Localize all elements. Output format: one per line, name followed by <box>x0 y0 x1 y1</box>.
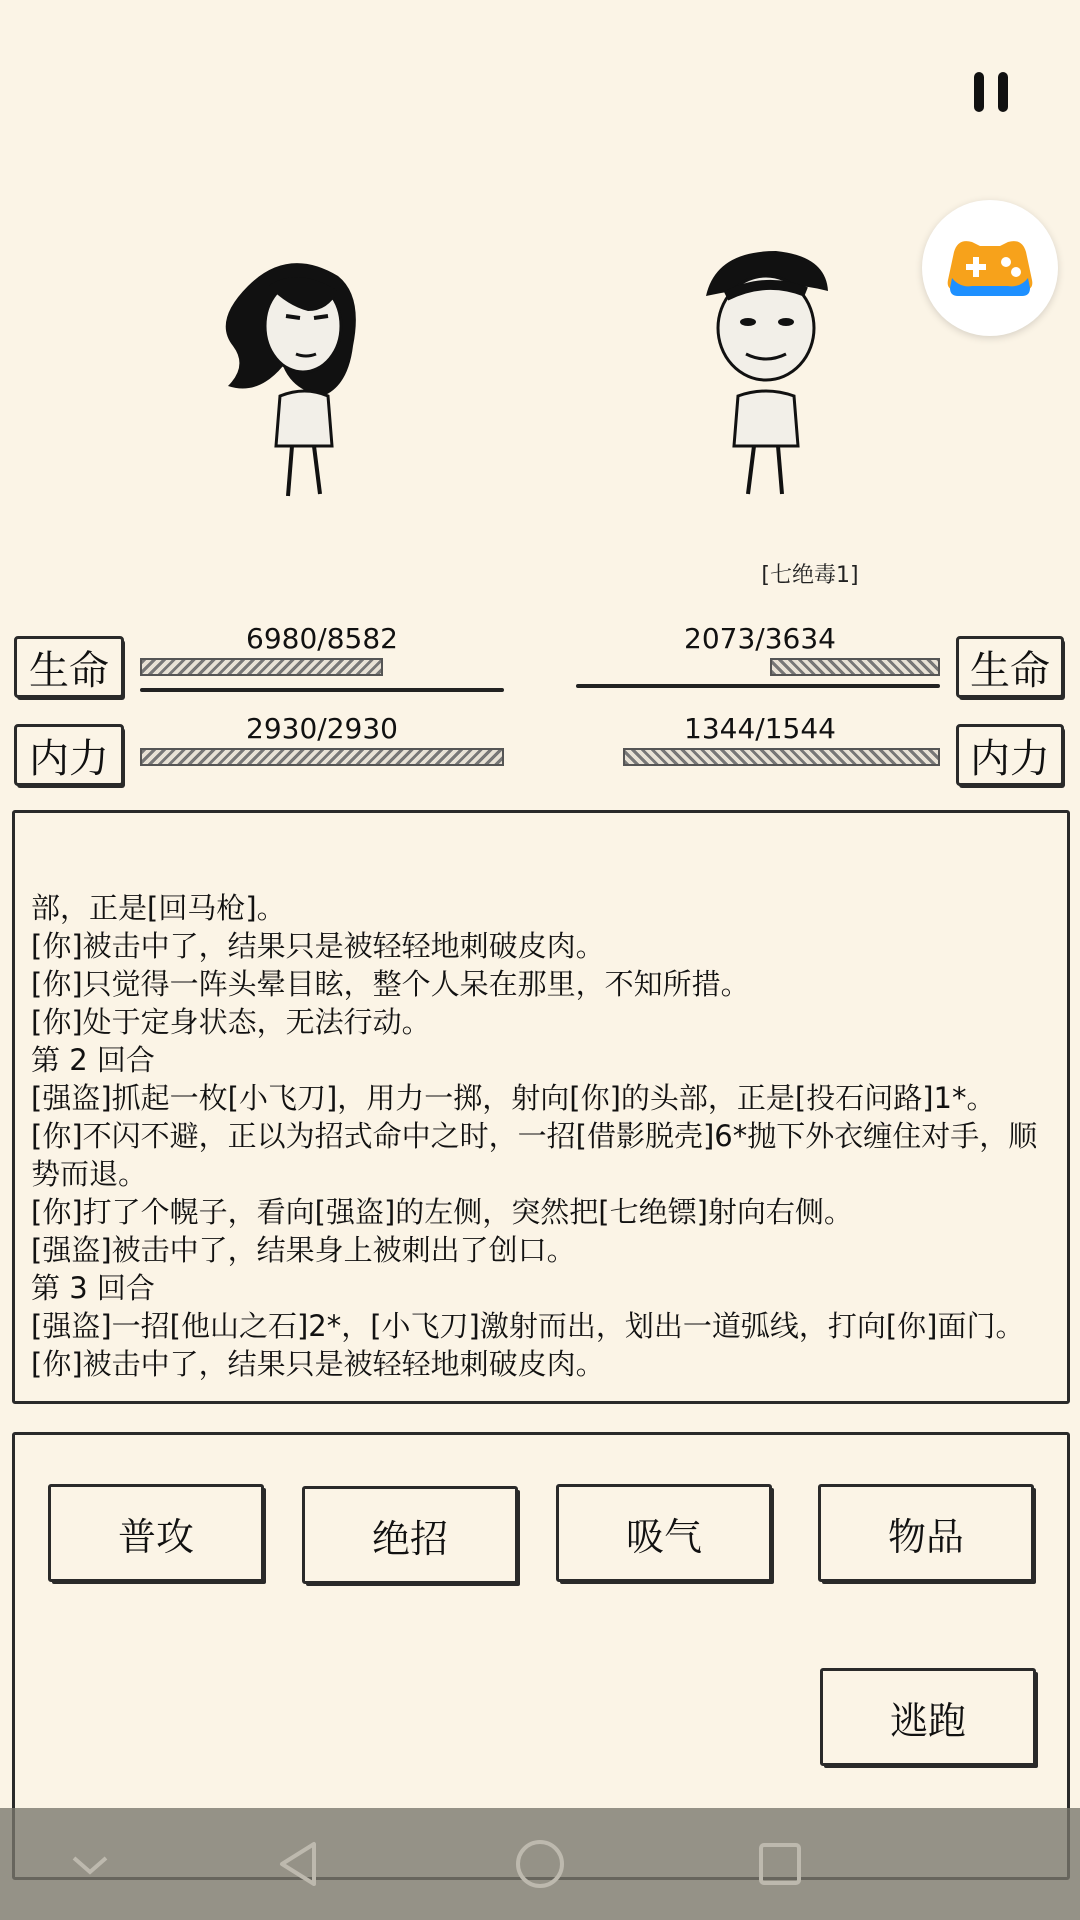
system-nav-bar <box>0 1808 1080 1920</box>
log-line: 第 2 回合 <box>31 1043 155 1077</box>
pause-icon <box>968 68 1014 116</box>
enemy-hp-value: 2073/3634 <box>684 622 836 655</box>
player-hp-bar <box>140 658 383 676</box>
log-line: 第 3 回合 <box>31 1271 155 1305</box>
player-hp-track <box>140 688 504 692</box>
log-line: [你]打了个幌子，看向[强盗]的左侧，突然把[七绝镖]射向右侧。 <box>31 1195 853 1229</box>
game-center-button[interactable] <box>922 200 1058 336</box>
ultimate-button[interactable]: 绝招 <box>302 1486 518 1584</box>
log-line: [强盗]一招[他山之石]2*，[小飞刀]激射而出，划出一道弧线，打向[你]面门。 <box>31 1309 1025 1343</box>
log-line: [你]被击中了，结果只是被轻轻地刺破皮肉。 <box>31 1347 605 1381</box>
log-line: [你]处于定身状态，无法行动。 <box>31 1005 431 1039</box>
home-circle-icon <box>510 1834 570 1894</box>
player-mp-value: 2930/2930 <box>246 712 398 745</box>
enemy-hp-track <box>576 684 940 688</box>
nav-home-button[interactable] <box>510 1834 570 1894</box>
player-mp-bar <box>140 748 504 766</box>
log-line: [强盗]被击中了，结果身上被刺出了创口。 <box>31 1233 576 1267</box>
recents-square-icon <box>750 1834 810 1894</box>
chevron-down-icon <box>60 1834 120 1894</box>
player-hp-value: 6980/8582 <box>246 622 398 655</box>
enemy-mp-label: 内力 <box>956 724 1064 786</box>
enemy-status-effect: [七绝毒1] <box>761 563 859 588</box>
player-mp-label: 内力 <box>14 724 124 786</box>
log-line: [强盗]抓起一枚[小飞刀]，用力一掷，射向[你]的头部，正是[投石问路]1*。 <box>31 1081 996 1115</box>
player-hp-label: 生命 <box>14 636 124 698</box>
nav-back-button[interactable] <box>270 1834 330 1894</box>
log-line: [你]被击中了，结果只是被轻轻地刺破皮肉。 <box>31 929 605 963</box>
attack-button[interactable]: 普攻 <box>48 1484 264 1582</box>
log-line: [你]不闪不避，正以为招式命中之时，一招[借影脱壳]6*抛下外衣缠住对手，顺势而退。 <box>31 1119 1038 1191</box>
pause-button[interactable] <box>968 68 1014 116</box>
flee-button[interactable]: 逃跑 <box>820 1668 1036 1766</box>
nav-hide-button[interactable] <box>60 1834 120 1894</box>
player-character <box>188 246 398 506</box>
log-line: [你]只觉得一阵头晕目眩，整个人呆在那里，不知所措。 <box>31 967 750 1001</box>
battle-log[interactable] <box>12 810 1070 1404</box>
back-triangle-icon <box>270 1834 330 1894</box>
breathe-button[interactable]: 吸气 <box>556 1484 772 1582</box>
enemy-character <box>696 246 836 506</box>
enemy-mp-value: 1344/1544 <box>684 712 836 745</box>
enemy-hp-bar <box>770 658 940 676</box>
game-center-icon <box>922 200 1058 336</box>
items-button[interactable]: 物品 <box>818 1484 1034 1582</box>
enemy-hp-label: 生命 <box>956 636 1064 698</box>
nav-recents-button[interactable] <box>750 1834 810 1894</box>
battle-log-lines <box>31 889 1053 1383</box>
enemy-mp-bar <box>623 748 940 766</box>
log-line: 部，正是[回马枪]。 <box>31 891 286 925</box>
